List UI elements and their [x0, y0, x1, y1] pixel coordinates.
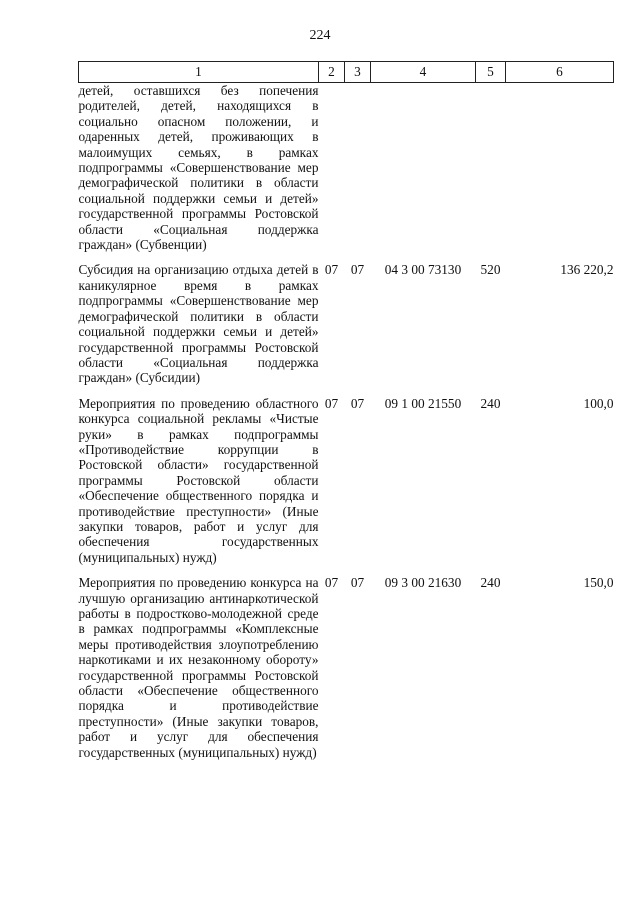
column-header-section: 2	[319, 62, 345, 83]
column-header-expense-type: 5	[476, 62, 506, 83]
row-section: 07	[324, 575, 339, 591]
row-expense-type: 240	[480, 395, 501, 411]
row-description: Мероприятия по проведению областного конкурса социальной рекламы «Чистые руки» в рамках подпрограммы «Противодействие коррупции в Ростовской области» государственной программы Ростовской области «Обеспечение общественного порядка и противодействие преступности» (Иные закупки товаров, работ и услуг для обеспечения государственных (муниципальных) нужд)	[78, 395, 319, 565]
row-subsection: 07	[350, 395, 365, 411]
column-header-amount: 6	[506, 62, 614, 83]
table-row-continuation	[79, 83, 614, 253]
row-subsection: 07	[350, 262, 365, 278]
budget-table	[78, 61, 614, 760]
row-expense-type: 240	[480, 575, 501, 591]
row-target-article: 09 1 00 21550	[384, 395, 462, 411]
row-target-article: 09 3 00 21630	[384, 575, 462, 591]
table-row	[79, 565, 614, 760]
row-target-article: 04 3 00 73130	[384, 262, 462, 278]
table-header-row	[79, 62, 614, 83]
column-header-description: 1	[79, 62, 319, 83]
row-amount: 150,0	[583, 575, 614, 591]
row-subsection: 07	[350, 575, 365, 591]
column-header-subsection: 3	[345, 62, 371, 83]
row-description: Мероприятия по проведению конкурса на лучшую организацию антинаркотической работы в подростково-молодежной среде в рамках подпрограммы «Комплексные меры противодействия злоупотреблению наркотиками и их незаконному обороту» государственной программы Ростовской области «Обеспечение общественного порядка и противодействие преступности» (Иные закупки товаров, работ и услуг для обеспечения государственных (муниципальных) нужд)	[78, 575, 319, 760]
row-section: 07	[324, 395, 339, 411]
row-amount: 100,0	[583, 395, 614, 411]
page-number: 224	[309, 28, 331, 43]
row-description: детей, оставшихся без попечения родителей, детей, находящихся в социально опасном положении, и одаренных детей, проживающих в малоимущих семьях, в рамках подпрограммы «Совершенствование мер демографической политики в области социальной поддержки семьи и детей» государственной программы Ростовской области «Социальная поддержка граждан» (Субвенции)	[78, 83, 319, 253]
row-amount: 136 220,2	[560, 262, 614, 278]
table-row	[79, 386, 614, 565]
row-section: 07	[324, 262, 339, 278]
row-description: Субсидия на организацию отдыха детей в каникулярное время в рамках подпрограммы «Совершенствование мер демографической политики в области социальной поддержки семьи и детей» государственной программы Ростовской области «Социальная поддержка граждан» (Субсидии)	[78, 262, 319, 386]
column-header-target-article: 4	[371, 62, 476, 83]
table-row	[79, 252, 614, 385]
row-expense-type: 520	[480, 262, 501, 278]
